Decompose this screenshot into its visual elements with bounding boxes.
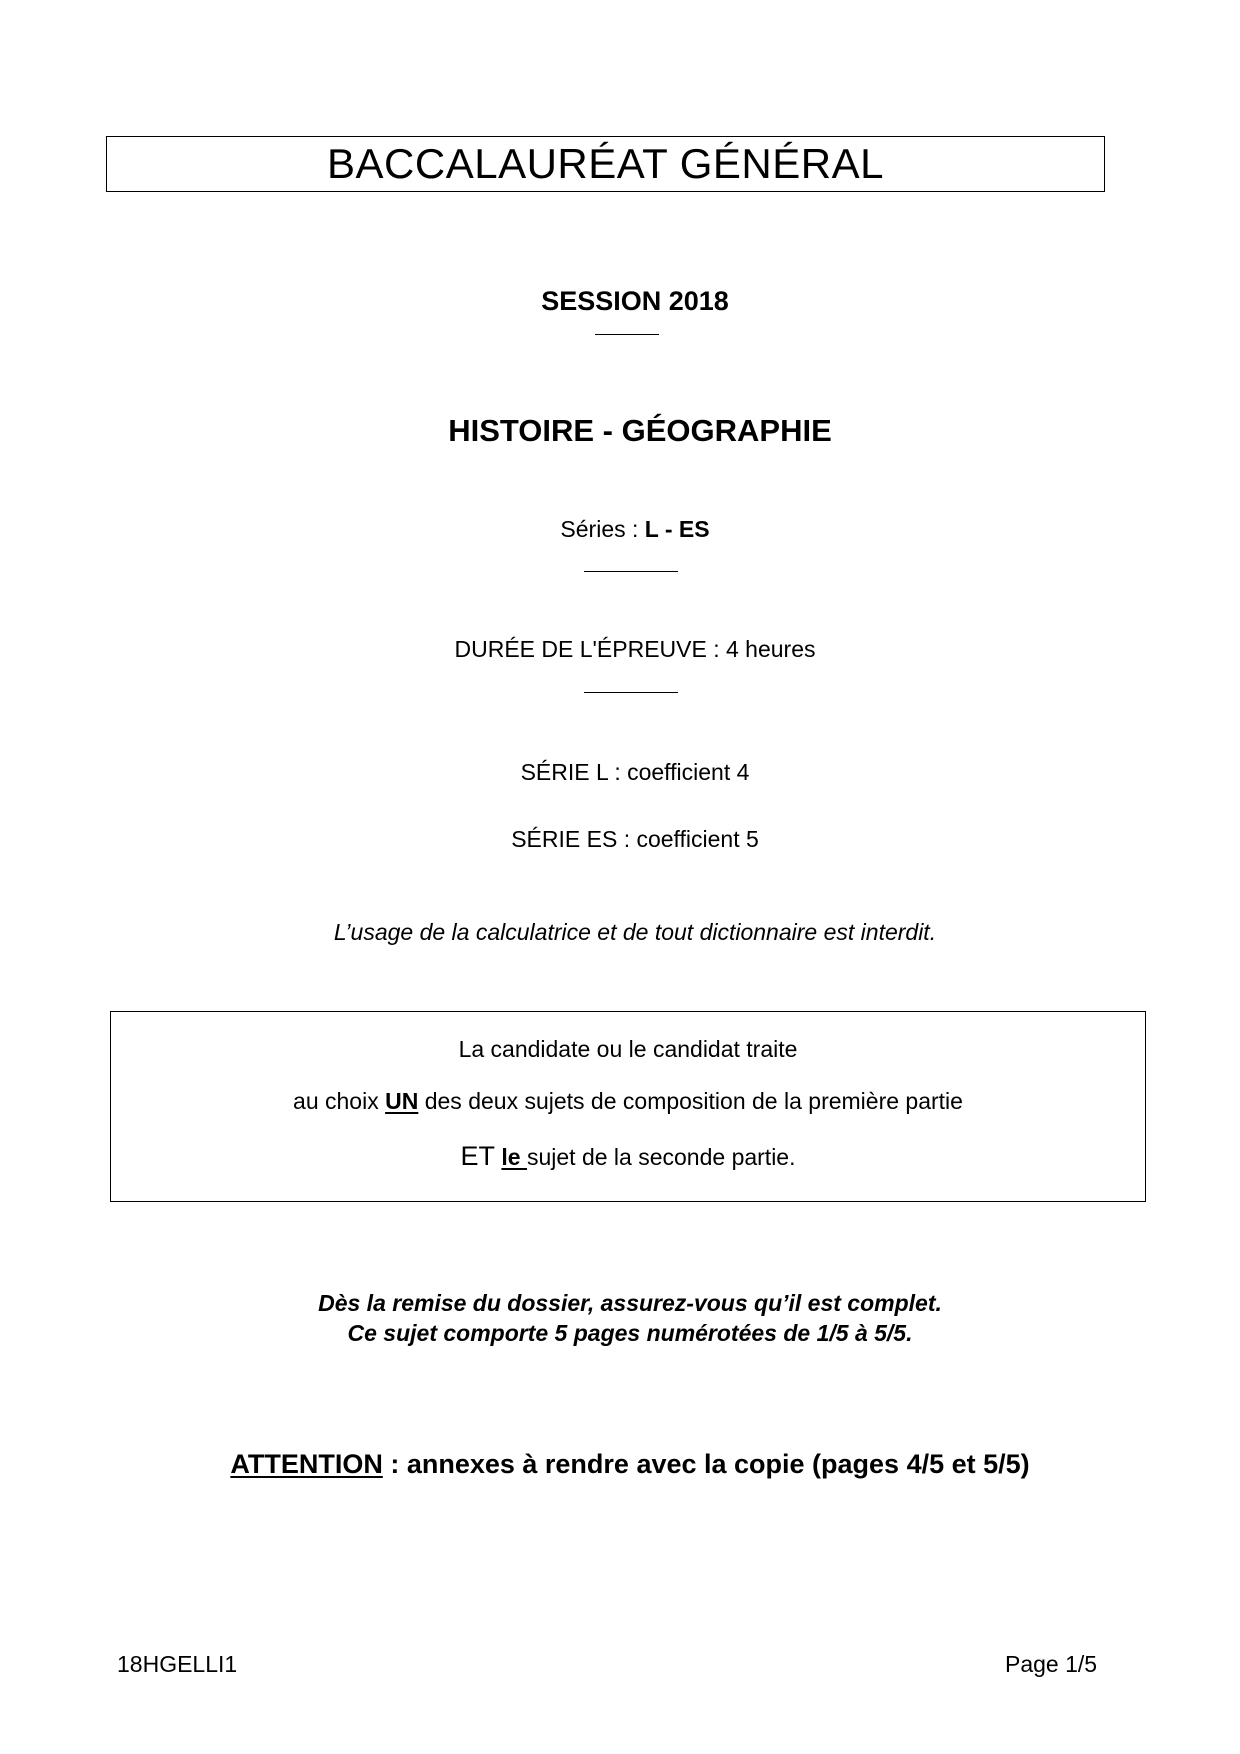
instruction-line-2-prefix: au choix bbox=[293, 1088, 386, 1114]
coefficient-serie-es: SÉRIE ES : coefficient 5 bbox=[511, 826, 759, 852]
series-label: Séries : bbox=[560, 516, 645, 542]
series-line bbox=[480, 516, 790, 543]
series-value: L - ES bbox=[644, 516, 710, 542]
divider-session bbox=[595, 334, 659, 335]
attention-notice bbox=[140, 1449, 1120, 1480]
instruction-line-1: La candidate ou le candidat traite bbox=[458, 1036, 798, 1062]
calculator-note: L’usage de la calculatrice et de tout dictionnaire est interdit. bbox=[333, 919, 937, 945]
instruction-line-2 bbox=[111, 1088, 1145, 1115]
divider-series bbox=[584, 571, 678, 572]
footer-exam-code: 18HGELLI1 bbox=[117, 1651, 238, 1677]
coefficient-serie-l: SÉRIE L : coefficient 4 bbox=[520, 759, 750, 785]
completeness-check-line-2: Ce sujet comporte 5 pages numérotées de 1/5 à 5/5. bbox=[347, 1320, 913, 1346]
instruction-line-3 bbox=[111, 1141, 1145, 1172]
instruction-emphasis-le: le bbox=[501, 1144, 527, 1170]
session-label: SESSION 2018 bbox=[541, 286, 729, 316]
subject-title: HISTOIRE - GÉOGRAPHIE bbox=[448, 413, 832, 448]
exam-duration: DURÉE DE L'ÉPREUVE : 4 heures bbox=[454, 636, 816, 662]
completeness-check-line-1: Dès la remise du dossier, assurez-vous qu’il est complet. bbox=[318, 1290, 942, 1316]
exam-title: BACCALAURÉAT GÉNÉRAL bbox=[327, 140, 884, 187]
attention-text: : annexes à rendre avec la copie (pages 4/5 et 5/5) bbox=[382, 1449, 1030, 1479]
title-box bbox=[106, 136, 1105, 192]
instruction-line-2-suffix: des deux sujets de composition de la première partie bbox=[418, 1088, 963, 1114]
instructions-box bbox=[110, 1011, 1146, 1202]
attention-label: ATTENTION bbox=[230, 1449, 383, 1479]
instruction-line-3-suffix: sujet de la seconde partie. bbox=[526, 1144, 796, 1170]
instruction-emphasis-un: UN bbox=[385, 1088, 419, 1114]
divider-duration bbox=[584, 692, 678, 693]
instruction-line-3-prefix: ET bbox=[460, 1141, 496, 1171]
footer-page-number: Page 1/5 bbox=[1005, 1651, 1098, 1677]
